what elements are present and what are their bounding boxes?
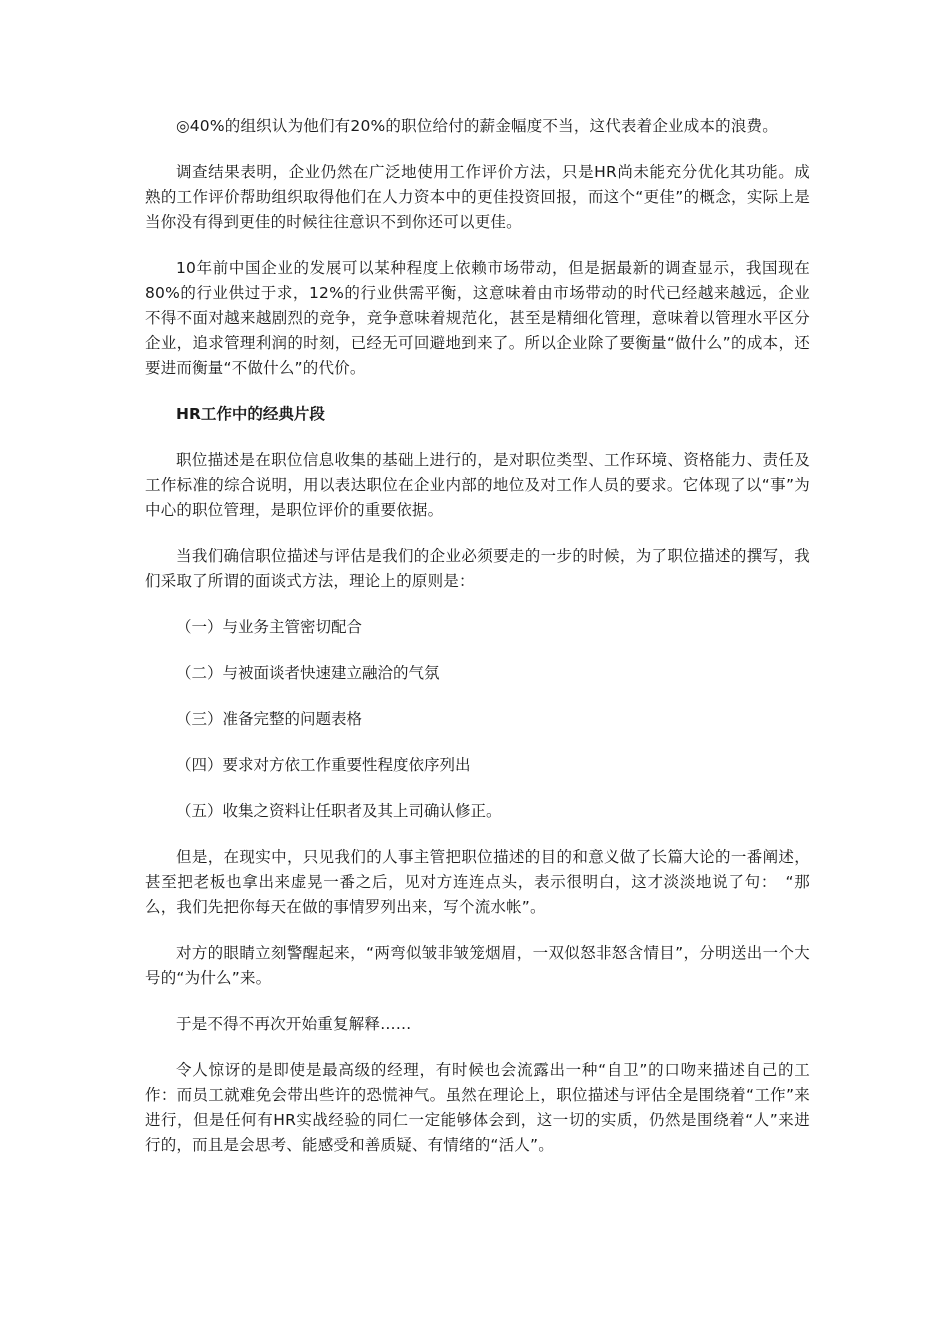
principle-item: （一）与业务主管密切配合 bbox=[176, 618, 363, 636]
paragraph-market-trend: 10年前中国企业的发展可以某种程度上依赖市场带动，但是据最新的调查显示，我国现在80%的行业供过于求，12%的行业供需平衡，这意味着由市场带动的时代已经越来越远，企业不得不面对越来越剧烈的竞争，竞争意味着规范化，甚至是精细化管理，意味着以管理水平区分企业，追求管理利润的时刻，已经无可回避地到来了。所以企业除了要衡量“做什么”的成本，还要进而衡量“不做什么”的代价。 bbox=[145, 259, 810, 377]
paragraph-conclusion: 令人惊讶的是即使是最高级的经理，有时候也会流露出一种“自卫”的口吻来描述自己的工作：而员工就难免会带出些许的恐慌神气。虽然在理论上，职位描述与评估全是围绕着“工作”来进行，但是任何有HR实战经验的同仁一定能够体会到，这一切的实质，仍然是围绕着“人”来进行的，而且是会思考、能感受和善质疑、有情绪的“活人”。 bbox=[145, 1061, 810, 1154]
principle-item: （二）与被面谈者快速建立融洽的气氛 bbox=[176, 664, 440, 682]
paragraph-reality: 但是，在现实中，只见我们的人事主管把职位描述的目的和意义做了长篇大论的一番阐述，甚至把老板也拿出来虚晃一番之后，见对方连连点头，表示很明白，这才淡淡地说了句： “那么，我们先把你每天在做的事情罗列出来，写个流水帐”。 bbox=[145, 848, 810, 916]
paragraph-job-description: 职位描述是在职位信息收集的基础上进行的，是对职位类型、工作环境、资格能力、责任及工作标准的综合说明，用以表达职位在企业内部的地位及对工作人员的要求。它体现了以“事”为中心的职位管理，是职位评价的重要依据。 bbox=[145, 451, 810, 519]
paragraph-cost-waste: ◎40%的组织认为他们有20%的职位给付的薪金幅度不当，这代表着企业成本的浪费。 bbox=[176, 117, 778, 135]
paragraph-survey-results: 调查结果表明，企业仍然在广泛地使用工作评价方法，只是HR尚未能充分优化其功能。成熟的工作评价帮助组织取得他们在人力资本中的更佳投资回报，而这个“更佳”的概念，实际上是当你没有得到更佳的时候往往意识不到你还可以更佳。 bbox=[145, 163, 810, 231]
document-page bbox=[145, 114, 810, 1179]
paragraph-reaction: 对方的眼睛立刻警醒起来，“两弯似皱非皱笼烟眉，一双似怒非怒含情目”，分明送出一个大号的“为什么”来。 bbox=[145, 944, 810, 987]
principle-item: （五）收集之资料让任职者及其上司确认修正。 bbox=[176, 802, 502, 820]
principle-item: （三）准备完整的问题表格 bbox=[176, 710, 363, 728]
principle-item: （四）要求对方依工作重要性程度依序列出 bbox=[176, 756, 471, 774]
paragraph-repeat-explain: 于是不得不再次开始重复解释…… bbox=[176, 1015, 412, 1033]
paragraph-interview-method: 当我们确信职位描述与评估是我们的企业必须要走的一步的时候，为了职位描述的撰写，我们采取了所谓的面谈式方法，理论上的原则是： bbox=[145, 547, 810, 590]
section-heading: HR工作中的经典片段 bbox=[176, 405, 325, 423]
